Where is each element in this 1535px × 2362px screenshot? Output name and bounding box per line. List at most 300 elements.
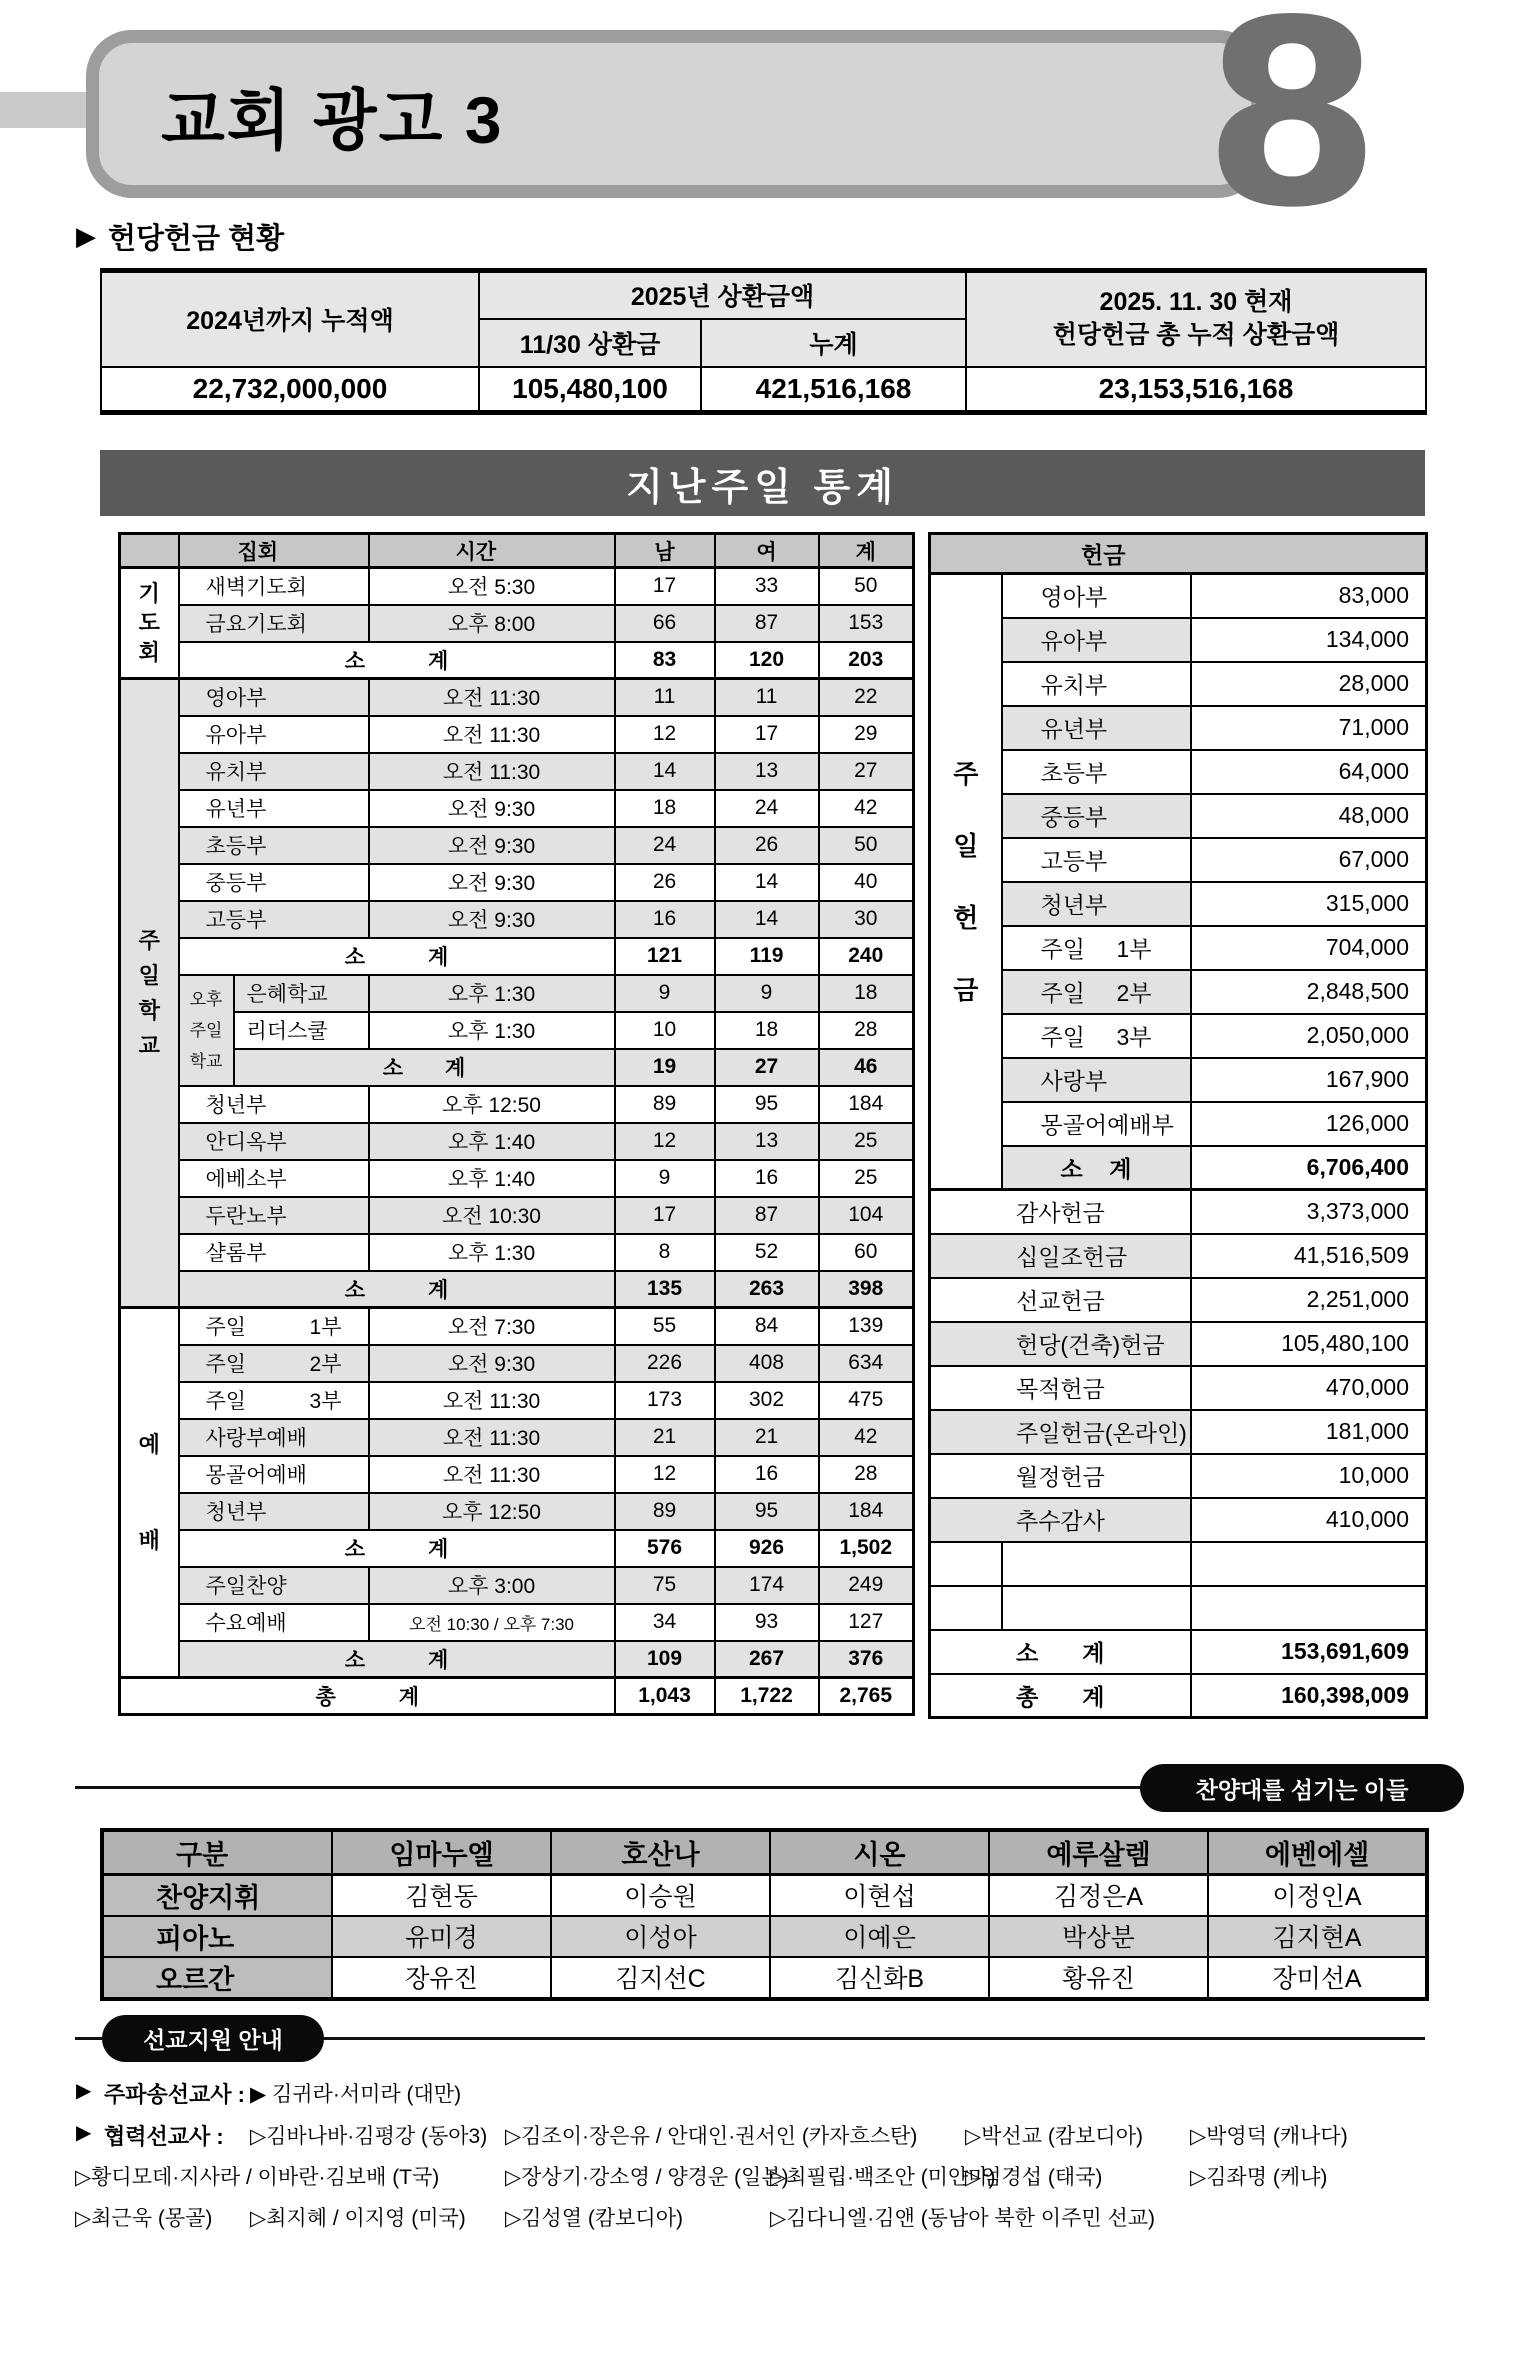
missionary-item: ▷최필립·백조안 (미얀마) [770,2166,996,2189]
meeting-time-cell: 오후 8:00 [369,605,615,642]
total-count-cell: 27 [819,753,914,790]
male-count-cell: 83 [615,642,715,679]
male-count-cell: 18 [615,790,715,827]
male-count-cell: 12 [615,1123,715,1160]
offering-amount-cell: 410,000 [1191,1498,1427,1542]
total-count-cell: 2,765 [819,1678,914,1715]
meeting-time-cell: 오전 5:30 [369,568,615,605]
offering-table [928,532,1428,1719]
female-count-cell: 174 [715,1567,819,1604]
offering-row [930,1058,1427,1102]
col-repay-1130: 11/30 상환금 [479,319,701,367]
diagonal-cell [120,534,179,568]
female-count-cell: 408 [715,1345,819,1382]
attendance-row [120,1234,914,1271]
choir-badge: 찬양대를 섬기는 이들 [1140,1764,1464,1812]
offering-amount-cell: 71,000 [1191,706,1427,750]
attendance-row [120,938,914,975]
group-char: 일 [953,830,979,861]
male-count-cell: 10 [615,1012,715,1049]
mission-badge: 선교지원 안내 [102,2015,324,2062]
subgroup-line: 오후 [189,989,223,1009]
meeting-time-cell: 오전 9:30 [369,1345,615,1382]
meeting-name-cell: 유아부 [179,716,369,753]
offering-amount-cell: 67,000 [1191,838,1427,882]
empty-cell [930,1542,1002,1586]
group-char: 일 [138,962,160,988]
female-count-cell: 26 [715,827,819,864]
triangle-icon: ▶ [76,221,96,251]
offering-amount-cell: 704,000 [1191,926,1427,970]
attendance-row [120,1382,914,1419]
attendance-row [120,1049,914,1086]
total-count-cell: 25 [819,1123,914,1160]
col-immanuel: 임마누엘 [332,1830,551,1874]
offering-amount-cell: 167,900 [1191,1058,1427,1102]
male-count-cell: 16 [615,901,715,938]
female-count-cell: 18 [715,1012,819,1049]
male-count-cell: 12 [615,1456,715,1493]
choir-name: 김현동 [332,1874,551,1916]
male-count-cell: 226 [615,1345,715,1382]
repay-1130-value: 105,480,100 [479,367,701,413]
meeting-time-cell: 오전 11:30 [369,716,615,753]
offering-row [930,970,1427,1014]
offering-amount-cell: 10,000 [1191,1454,1427,1498]
female-count-cell: 302 [715,1382,819,1419]
dedication-summary-table [100,268,1427,415]
offering-amount-cell: 181,000 [1191,1410,1427,1454]
offering-row [930,1234,1427,1278]
missionary-item: ▷최근욱 (몽골) [75,2207,213,2230]
male-count-cell: 17 [615,568,715,605]
female-count-cell: 13 [715,1123,819,1160]
offering-row [930,1014,1427,1058]
choir-name: 유미경 [332,1916,551,1957]
choir-name: 김신화B [770,1957,989,1999]
meeting-time-cell: 오전 9:30 [369,827,615,864]
offering-amount-cell: 134,000 [1191,618,1427,662]
total-count-cell: 46 [819,1049,914,1086]
offering-name-cell: 주일 2부 [1002,970,1191,1014]
choir-name: 황유진 [989,1957,1208,1999]
male-count-cell: 55 [615,1308,715,1345]
offering-amount-cell: 315,000 [1191,882,1427,926]
empty-cell [1191,1586,1427,1630]
female-count-cell: 14 [715,901,819,938]
offering-row [930,1102,1427,1146]
female-count-cell: 11 [715,679,819,716]
group-char: 기 [138,581,160,607]
page-title: 교회 광고 3 [161,82,504,157]
offering-name-cell: 청년부 [1002,882,1191,926]
choir-name: 장미선A [1208,1957,1427,1999]
missionary-item: ▷박선교 (캄보디아) [965,2125,1143,2148]
meeting-name-cell: 은혜학교 [234,975,369,1012]
female-count-cell: 21 [715,1419,819,1456]
offering-name-cell: 선교헌금 [930,1278,1191,1322]
total-count-cell: 398 [819,1271,914,1308]
offering-group-cell [930,574,1002,1190]
missionary-item: ▶ 김귀라·서미라 (대만) [250,2083,462,2106]
meeting-name-cell: 몽골어예배 [179,1456,369,1493]
col-total-line1: 2025. 11. 30 현재 [1099,287,1293,316]
offering-row [930,1542,1427,1586]
female-count-cell: 1,722 [715,1678,819,1715]
offering-name-cell: 초등부 [1002,750,1191,794]
male-count-cell: 17 [615,1197,715,1234]
total-count-cell: 184 [819,1493,914,1530]
attendance-row [120,1678,914,1715]
total-count-cell: 104 [819,1197,914,1234]
subgroup-line: 주일 [189,1020,223,1040]
offering-row [930,1366,1427,1410]
male-count-cell: 89 [615,1086,715,1123]
male-count-cell: 21 [615,1419,715,1456]
meeting-time-cell: 오전 10:30 [369,1197,615,1234]
attendance-row [120,716,914,753]
col-total: 계 [819,534,914,568]
meeting-name-cell: 청년부 [179,1086,369,1123]
attendance-row [120,864,914,901]
subgroup-label [180,991,233,1070]
group-char: 주 [953,758,979,789]
empty-cell [1002,1542,1191,1586]
female-count-cell: 52 [715,1234,819,1271]
female-count-cell: 926 [715,1530,819,1567]
group-char: 회 [138,639,160,665]
offering-name-cell: 헌당(건축)헌금 [930,1322,1191,1366]
offering-amount-cell: 470,000 [1191,1366,1427,1410]
offering-amount-cell: 64,000 [1191,750,1427,794]
group-label-cell [120,679,179,1308]
missionary-item: ▷황디모데·지사라 / 이바란·김보배 (T국) [75,2166,440,2189]
group-char: 학 [138,998,160,1023]
male-count-cell: 14 [615,753,715,790]
col-total-repayment [966,271,1426,367]
male-count-cell: 9 [615,1160,715,1197]
offering-header-row [930,534,1427,574]
offering-row [930,574,1427,618]
col-until-2024: 2024년까지 누적액 [101,271,479,367]
choir-name: 김정은A [989,1874,1208,1916]
meeting-name-cell: 유년부 [179,790,369,827]
left-edge-bar [0,92,86,128]
total-count-cell: 139 [819,1308,914,1345]
attendance-row [120,901,914,938]
meeting-time-cell: 오후 12:50 [369,1493,615,1530]
col-cumulative: 누계 [701,319,966,367]
attendance-row [120,568,914,605]
attendance-row [120,1308,914,1345]
offering-group-label [931,758,1001,1005]
missionary-item: ▷김성열 (캄보디아) [505,2207,683,2230]
subgroup-line: 학교 [189,1051,223,1071]
female-count-cell: 84 [715,1308,819,1345]
offering-name-cell: 월정헌금 [930,1454,1191,1498]
group-char: 도 [138,610,160,636]
col-hosanna: 호산나 [551,1830,770,1874]
female-count-cell: 27 [715,1049,819,1086]
offering-row [930,1674,1427,1718]
total-count-cell: 60 [819,1234,914,1271]
meeting-name-cell: 영아부 [179,679,369,716]
col-category: 구분 [102,1830,332,1874]
total-count-cell: 40 [819,864,914,901]
attendance-row [120,1419,914,1456]
meeting-time-cell: 오전 11:30 [369,1382,615,1419]
summary-header-row [101,271,1426,319]
total-count-cell: 50 [819,568,914,605]
meeting-time-cell: 오후 1:40 [369,1160,615,1197]
offering-amount-cell: 153,691,609 [1191,1630,1427,1674]
choir-name: 박상분 [989,1916,1208,1957]
group-label [121,1433,178,1551]
total-count-cell: 25 [819,1160,914,1197]
male-count-cell: 34 [615,1604,715,1641]
female-count-cell: 95 [715,1493,819,1530]
choir-name: 장유진 [332,1957,551,1999]
missionary-item: ▷장상기·강소영 / 양경운 (일본) [505,2166,789,2189]
meeting-time-cell: 오전 9:30 [369,901,615,938]
mission-category-label: 주파송선교사 : [104,2082,245,2107]
group-label-cell [120,568,179,679]
offering-amount-cell: 105,480,100 [1191,1322,1427,1366]
triangle-icon: ▶ [76,2122,92,2144]
offering-name-cell: 소 계 [1002,1146,1191,1190]
offering-row [930,882,1427,926]
choir-row-piano [102,1916,1427,1957]
attendance-row [120,1456,914,1493]
total-count-cell: 203 [819,642,914,679]
meeting-name-cell: 두란노부 [179,1197,369,1234]
triangle-icon: ▶ [76,2080,92,2102]
male-count-cell: 89 [615,1493,715,1530]
offering-row [930,750,1427,794]
offering-name-cell: 유년부 [1002,706,1191,750]
dedication-heading [76,216,284,257]
total-count-cell: 184 [819,1086,914,1123]
col-zion: 시온 [770,1830,989,1874]
offering-row [930,1498,1427,1542]
male-count-cell: 26 [615,864,715,901]
meeting-time-cell: 오전 9:30 [369,790,615,827]
offering-name-cell: 총 계 [930,1674,1191,1718]
group-char: 배 [138,1527,160,1553]
attendance-row [120,1012,914,1049]
attendance-row [120,753,914,790]
meeting-name-cell: 주일 2부 [179,1345,369,1382]
attendance-row [120,1160,914,1197]
offering-row [930,1630,1427,1674]
col-female: 여 [715,534,819,568]
offering-row [930,706,1427,750]
female-count-cell: 16 [715,1160,819,1197]
male-count-cell: 8 [615,1234,715,1271]
attendance-row [120,1641,914,1678]
offering-row [930,926,1427,970]
total-count-cell: 240 [819,938,914,975]
choir-name: 이예은 [770,1916,989,1957]
summary-value-row [101,367,1426,413]
meeting-time-cell: 오후 12:50 [369,1086,615,1123]
meeting-name-cell: 주일 1부 [179,1308,369,1345]
meeting-name-cell: 사랑부예배 [179,1419,369,1456]
mission-line-3 [0,2161,1535,2191]
offering-name-cell: 추수감사 [930,1498,1191,1542]
subgroup-label-cell [179,975,234,1086]
total-count-cell: 22 [819,679,914,716]
col-meeting: 집회 [179,534,369,568]
offering-name-cell: 주일 3부 [1002,1014,1191,1058]
choir-row-conductor [102,1874,1427,1916]
female-count-cell: 87 [715,605,819,642]
male-count-cell: 19 [615,1049,715,1086]
attendance-row [120,605,914,642]
mission-category-label: 협력선교사 : [104,2124,224,2149]
total-count-cell: 42 [819,790,914,827]
attendance-row [120,1123,914,1160]
grand-total-label-cell: 총 계 [120,1678,615,1715]
choir-divider-line [75,1786,1155,1789]
choir-table [100,1828,1429,2001]
meeting-name-cell: 에베소부 [179,1160,369,1197]
offering-amount-cell: 6,706,400 [1191,1146,1427,1190]
meeting-time-cell: 오전 11:30 [369,679,615,716]
meeting-name-cell: 초등부 [179,827,369,864]
missionary-item: ▷김바나바·김평강 (동아3) [250,2125,488,2148]
meeting-name-cell: 리더스쿨 [234,1012,369,1049]
attendance-row [120,1197,914,1234]
total-count-cell: 634 [819,1345,914,1382]
offering-amount-cell: 160,398,009 [1191,1674,1427,1718]
missionary-item: ▷김좌명 (케냐) [1190,2166,1328,2189]
offering-row [930,1586,1427,1630]
offering-name-cell: 유아부 [1002,618,1191,662]
group-char: 교 [138,1033,160,1059]
female-count-cell: 14 [715,864,819,901]
meeting-name-cell: 샬롬부 [179,1234,369,1271]
total-count-cell: 153 [819,605,914,642]
attendance-row [120,790,914,827]
missionary-item: ▷박영덕 (캐나다) [1190,2125,1348,2148]
attendance-row [120,642,914,679]
meeting-time-cell: 오후 1:30 [369,975,615,1012]
missionary-item: ▷엄경섭 (태국) [965,2166,1103,2189]
meeting-time-cell: 오전 11:30 [369,1419,615,1456]
total-count-cell: 29 [819,716,914,753]
male-count-cell: 1,043 [615,1678,715,1715]
offering-amount-cell: 126,000 [1191,1102,1427,1146]
offering-row [930,1146,1427,1190]
total-count-cell: 28 [819,1012,914,1049]
dedication-heading-text: 헌당헌금 현황 [108,223,285,255]
group-label [121,582,178,663]
group-char: 예 [138,1432,160,1458]
mission-line-2 [0,2120,1535,2150]
offering-amount-cell: 2,050,000 [1191,1014,1427,1058]
meeting-name-cell: 중등부 [179,864,369,901]
meeting-name-cell: 청년부 [179,1493,369,1530]
meeting-time-cell: 오전 7:30 [369,1308,615,1345]
offering-name-cell: 영아부 [1002,574,1191,618]
col-jerusalem: 예루살렘 [989,1830,1208,1874]
group-char: 금 [953,974,979,1005]
group-label [121,929,178,1057]
choir-row-organ [102,1957,1427,1999]
male-count-cell: 135 [615,1271,715,1308]
attendance-row [120,1567,914,1604]
choir-name: 이현섭 [770,1874,989,1916]
group-char: 주 [138,927,160,953]
meeting-name-cell: 고등부 [179,901,369,938]
male-count-cell: 12 [615,716,715,753]
female-count-cell: 33 [715,568,819,605]
female-count-cell: 9 [715,975,819,1012]
female-count-cell: 17 [715,716,819,753]
attendance-row [120,1086,914,1123]
offering-row [930,1322,1427,1366]
offering-row [930,794,1427,838]
total-count-cell: 50 [819,827,914,864]
male-count-cell: 11 [615,679,715,716]
total-count-cell: 42 [819,1419,914,1456]
offering-name-cell: 고등부 [1002,838,1191,882]
offering-row [930,1190,1427,1234]
attendance-row [120,1493,914,1530]
choir-name: 김지현A [1208,1916,1427,1957]
offering-name-cell: 유치부 [1002,662,1191,706]
subtotal-label-cell: 소 계 [179,1530,615,1567]
choir-name: 이정인A [1208,1874,1427,1916]
empty-cell [930,1586,1002,1630]
row-label: 오르간 [102,1957,332,1999]
subtotal-label-cell: 소 계 [179,642,615,679]
page-number: 8 [1203,0,1382,264]
meeting-name-cell: 유치부 [179,753,369,790]
missionary-item: ▷김다니엘·김앤 (동남아 북한 이주민 선교) [770,2207,1156,2230]
female-count-cell: 16 [715,1456,819,1493]
group-char: 헌 [953,902,979,933]
row-label: 피아노 [102,1916,332,1957]
offering-amount-cell: 3,373,000 [1191,1190,1427,1234]
weekly-stats-banner: 지난주일 통계 [100,450,1425,516]
total-count-cell: 18 [819,975,914,1012]
female-count-cell: 87 [715,1197,819,1234]
meeting-time-cell: 오전 11:30 [369,753,615,790]
choir-name: 이승원 [551,1874,770,1916]
total-count-cell: 249 [819,1567,914,1604]
total-count-cell: 30 [819,901,914,938]
attendance-row [120,679,914,716]
attendance-row [120,1604,914,1641]
col-male: 남 [615,534,715,568]
offering-name-cell: 감사헌금 [930,1190,1191,1234]
mission-line-1 [0,2078,1535,2108]
male-count-cell: 576 [615,1530,715,1567]
offering-name-cell: 목적헌금 [930,1366,1191,1410]
meeting-name-cell: 새벽기도회 [179,568,369,605]
female-count-cell: 267 [715,1641,819,1678]
mission-line-4 [0,2202,1535,2232]
female-count-cell: 119 [715,938,819,975]
total-count-cell: 1,502 [819,1530,914,1567]
row-label: 찬양지휘 [102,1874,332,1916]
attendance-row [120,1271,914,1308]
empty-cell [1191,1542,1427,1586]
attendance-row [120,975,914,1012]
total-count-cell: 28 [819,1456,914,1493]
